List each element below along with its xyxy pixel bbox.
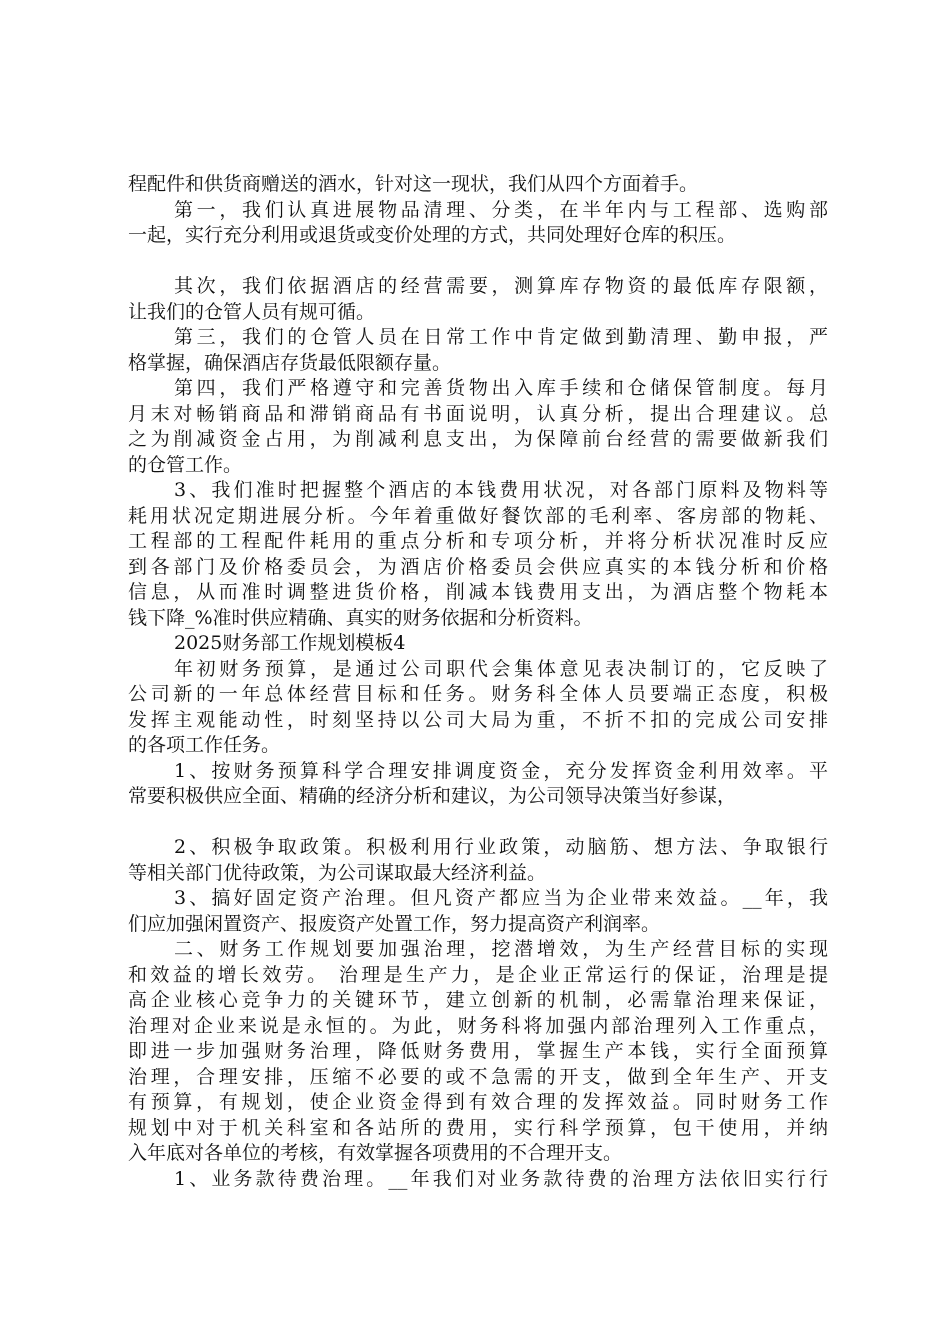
text-line: 年初财务预算，是通过公司职代会集体意见表决制订的，它反映了	[174, 657, 828, 680]
text-line: 1、按财务预算科学合理安排调度资金，充分发挥资金利用效率。平	[174, 759, 828, 782]
text-line: 有预算，有规划，使企业资金得到有效合理的发挥效益。同时财务工作	[128, 1091, 828, 1113]
text-line: 治理对企业来说是永恒的。为此，财务科将加强内部治理列入工作重点，	[128, 1014, 828, 1037]
text-line: 的仓管工作。	[128, 453, 243, 476]
text-line: 们应加强闲置资产、报废资产处置工作，努力提高资产利润率。	[128, 912, 661, 935]
text-line: 第四，我们严格遵守和完善货物出入库手续和仓储保管制度。每月	[174, 377, 828, 399]
text-line: 其次，我们依据酒店的经营需要，测算库存物资的最低库存限额，	[174, 275, 828, 297]
text-line: 第一，我们认真进展物品清理、分类，在半年内与工程部、选购部	[174, 198, 828, 221]
text-line: 3、我们准时把握整个酒店的本钱费用状况，对各部门原料及物料等	[174, 479, 828, 501]
text-line: 3、搞好固定资产治理。但凡资产都应当为企业带来效益。__年，我	[174, 887, 828, 909]
text-line: 工程部的工程配件耗用的重点分析和专项分析，并将分析状况准时反应	[128, 530, 828, 552]
text-line: 和效益的增长效劳。 治理是生产力，是企业正常运行的保证，治理是提	[128, 963, 828, 986]
text-line: 月末对畅销商品和滞销商品有书面说明，认真分析，提出合理建议。总	[128, 402, 828, 425]
blank-line	[128, 249, 828, 275]
text-line: 2025财务部工作规划模板4	[174, 632, 406, 654]
text-line: 耗用状况定期进展分析。今年着重做好餐饮部的毛利率、客房部的物耗、	[128, 504, 828, 527]
text-line: 治理，合理安排，压缩不必要的或不急需的开支，做到全年生产、开支	[128, 1065, 828, 1088]
text-line: 二、财务工作规划要加强治理，挖潜增效，为生产经营目标的实现	[174, 938, 828, 960]
text-line: 高企业核心竞争力的关键环节，建立创新的机制，必需靠治理来保证，	[128, 989, 828, 1011]
text-line: 规划中对于机关科室和各站所的费用，实行科学预算，包干使用，并纳	[128, 1116, 828, 1139]
text-line: 一起，实行充分利用或退货或变价处理的方式，共同处理好仓库的积压。	[128, 224, 737, 246]
text-line: 1、业务款待费治理。__年我们对业务款待费的治理方法依旧实行行	[174, 1167, 828, 1190]
text-line: 公司新的一年总体经营目标和任务。财务科全体人员要端正态度，积极	[128, 683, 828, 705]
text-line: 入年底对各单位的考核，有效掌握各项费用的不合理开支。	[128, 1142, 623, 1164]
text-line: 常要积极供应全面、精确的经济分析和建议，为公司领导决策当好参谋，	[128, 785, 737, 807]
text-line: 发挥主观能动性，时刻坚持以公司大局为重，不折不扣的完成公司安排	[128, 708, 828, 731]
blank-line	[128, 810, 828, 836]
text-line: 之为削减资金占用，为削减利息支出，为保障前台经营的需要做新我们	[128, 428, 828, 450]
document-body	[128, 172, 828, 1192]
text-line: 2、积极争取政策。积极利用行业政策，动脑筋、想方法、争取银行	[174, 836, 828, 858]
text-line: 钱下降_%准时供应精确、真实的财务依据和分析资料。	[128, 606, 593, 629]
text-line: 到各部门及价格委员会，为酒店价格委员会供应真实的本钱分析和价格	[128, 555, 828, 578]
text-line: 等相关部门优待政策，为公司谋取最大经济利益。	[128, 861, 547, 884]
text-line: 让我们的仓管人员有规可循。	[128, 300, 376, 323]
text-line: 格掌握，确保酒店存货最低限额存量。	[128, 351, 452, 374]
text-line: 第三，我们的仓管人员在日常工作中肯定做到勤清理、勤申报，严	[174, 326, 828, 348]
text-line: 信息，从而准时调整进货价格，削减本钱费用支出，为酒店整个物耗本	[128, 581, 828, 603]
text-line: 程配件和供货商赠送的酒水，针对这一现状，我们从四个方面着手。	[128, 173, 699, 195]
text-line: 即进一步加强财务治理，降低财务费用，掌握生产本钱，实行全面预算	[128, 1040, 828, 1062]
text-line: 的各项工作任务。	[128, 734, 281, 756]
